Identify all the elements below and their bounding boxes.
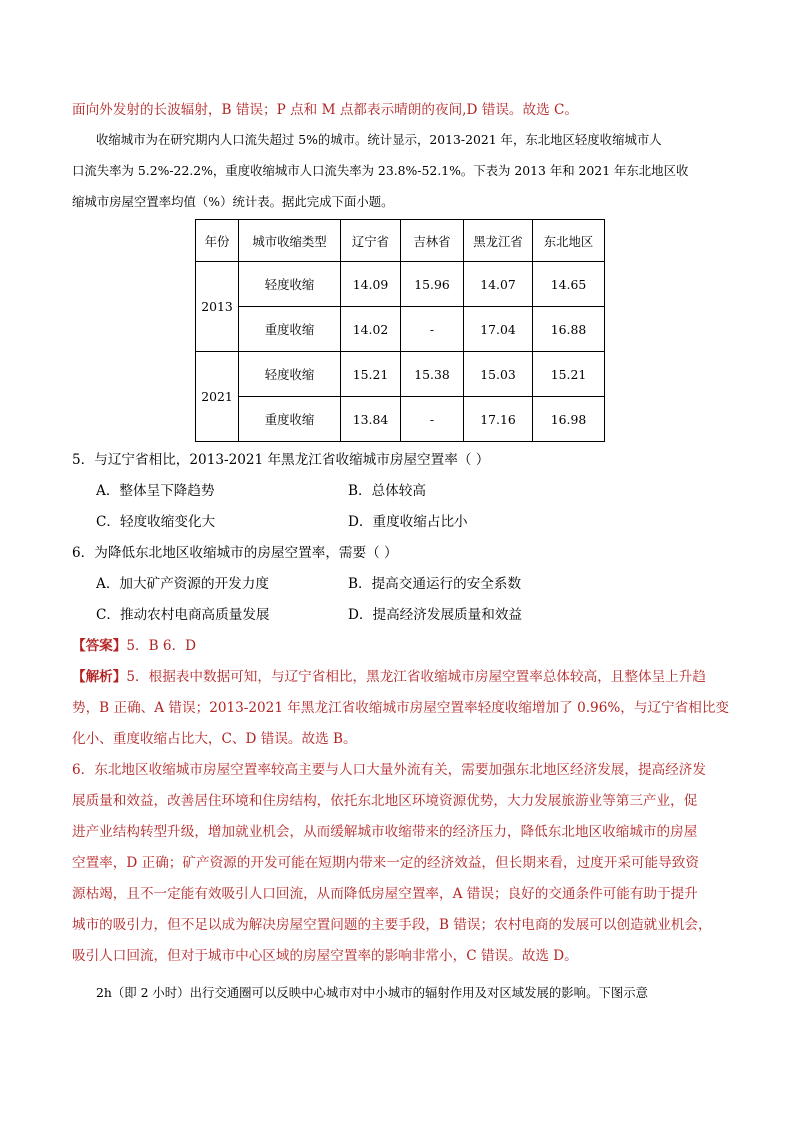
value-cell: - <box>401 397 464 442</box>
analysis-text: 5．根据表中数据可知，与辽宁省相比，黑龙江省收缩城市房屋空置率总体较高，且整体呈上升趋 <box>126 669 706 685</box>
answer-tag: 【答案】 <box>72 638 127 654</box>
question-6-option-a: A．加大矿产资源的开发力度 <box>96 576 269 592</box>
value-cell: 16.88 <box>533 307 605 352</box>
question-6-stem: 6．为降低东北地区收缩城市的房屋空置率，需要（ ） <box>72 545 398 561</box>
table-row <box>196 352 605 397</box>
value-cell: 14.02 <box>341 307 401 352</box>
value-cell: 15.21 <box>341 352 401 397</box>
value-cell: 16.98 <box>533 397 605 442</box>
analysis-6-line-5: 源枯竭，且不一定能有效吸引人口回流，从而降低房屋空置率，A 错误；良好的交通条件可能有助于提升 <box>72 886 698 902</box>
table-header-cell: 黑龙江省 <box>464 220 533 262</box>
analysis-6-line-2: 展质量和效益，改善居住环境和住房结构，依托东北地区环境资源优势，大力发展旅游业等第三产业，促 <box>72 793 698 809</box>
analysis-5-line-2: 势，B 正确、A 错误；2013-2021 年黑龙江省收缩城市房屋空置率轻度收缩增加了 0.96%，与辽宁省相比变 <box>72 700 730 716</box>
table-row <box>196 262 605 307</box>
value-cell: 14.07 <box>464 262 533 307</box>
analysis-tag: 【解析】 <box>72 669 127 685</box>
previous-analysis-text: 面向外发射的长波辐射，B 错误；P 点和 M 点都表示晴朗的夜间,D 错误。故选 C。 <box>72 102 579 118</box>
analysis-6-line-6: 城市的吸引力，但不足以成为解决房屋空置问题的主要手段，B 错误；农村电商的发展可以创造就业机会， <box>72 917 712 933</box>
value-cell: 17.04 <box>464 307 533 352</box>
question-6-option-c: C．推动农村电商高质量发展 <box>96 607 270 623</box>
question-5-option-d: D．重度收缩占比小 <box>348 514 468 530</box>
type-cell: 轻度收缩 <box>239 352 341 397</box>
vacancy-rate-table <box>195 219 605 442</box>
analysis-6-line-1: 6．东北地区收缩城市房屋空置率较高主要与人口大量外流有关，需要加强东北地区经济发展，提高经济发 <box>72 762 706 778</box>
table-header-cell: 辽宁省 <box>341 220 401 262</box>
analysis-5-line-1 <box>72 668 706 686</box>
table-row <box>196 397 605 442</box>
value-cell: 15.21 <box>533 352 605 397</box>
intro-line-1: 收缩城市为在研究期内人口流失超过 5%的城市。统计显示，2013-2021 年，东北地区轻度收缩城市人 <box>96 132 662 147</box>
value-cell: 17.16 <box>464 397 533 442</box>
value-cell: - <box>401 307 464 352</box>
table-row <box>196 307 605 352</box>
next-intro-text: 2h（即 2 小时）出行交通圈可以反映中心城市对中小城市的辐射作用及对区域发展的影响。下图示意 <box>96 985 649 1000</box>
value-cell: 15.96 <box>401 262 464 307</box>
value-cell: 14.09 <box>341 262 401 307</box>
analysis-6-line-4: 空置率，D 正确；矿产资源的开发可能在短期内带来一定的经济效益，但长期来看，过度开采可能导致资 <box>72 855 699 871</box>
value-cell: 13.84 <box>341 397 401 442</box>
intro-line-3: 缩城市房屋空置率均值（%）统计表。据此完成下面小题。 <box>72 194 394 209</box>
type-cell: 轻度收缩 <box>239 262 341 307</box>
table-header-cell: 吉林省 <box>401 220 464 262</box>
table-header-cell: 城市收缩类型 <box>239 220 341 262</box>
question-5-option-c: C．轻度收缩变化大 <box>96 514 216 530</box>
table-header-row <box>196 220 605 262</box>
table-header-cell: 年份 <box>196 220 239 262</box>
intro-line-2: 口流失率为 5.2%-22.2%，重度收缩城市人口流失率为 23.8%-52.1%。下表为 2013 年和 2021 年东北地区收 <box>72 163 689 178</box>
question-5-option-b: B．总体较高 <box>348 483 426 499</box>
analysis-5-line-3: 化小、重度收缩占比大，C、D 错误。故选 B。 <box>72 731 357 747</box>
answer-line <box>72 637 196 655</box>
question-6-option-b: B．提高交通运行的安全系数 <box>348 576 522 592</box>
answer-text: 5．B 6．D <box>126 638 197 654</box>
table-header-cell: 东北地区 <box>533 220 605 262</box>
year-cell: 2013 <box>196 262 239 352</box>
type-cell: 重度收缩 <box>239 307 341 352</box>
analysis-6-line-7: 吸引人口回流，但对于城市中心区域的房屋空置率的影响非常小，C 错误。故选 D。 <box>72 948 578 964</box>
question-5-stem: 5．与辽宁省相比，2013-2021 年黑龙江省收缩城市房屋空置率（ ） <box>72 452 490 468</box>
question-6-option-d: D．提高经济发展质量和效益 <box>348 607 523 623</box>
value-cell: 15.38 <box>401 352 464 397</box>
analysis-6-line-3: 进产业结构转型升级，增加就业机会，从而缓解城市收缩带来的经济压力，降低东北地区收缩城市的房屋 <box>72 824 698 840</box>
value-cell: 14.65 <box>533 262 605 307</box>
year-cell: 2021 <box>196 352 239 442</box>
value-cell: 15.03 <box>464 352 533 397</box>
type-cell: 重度收缩 <box>239 397 341 442</box>
question-5-option-a: A．整体呈下降趋势 <box>96 483 215 499</box>
